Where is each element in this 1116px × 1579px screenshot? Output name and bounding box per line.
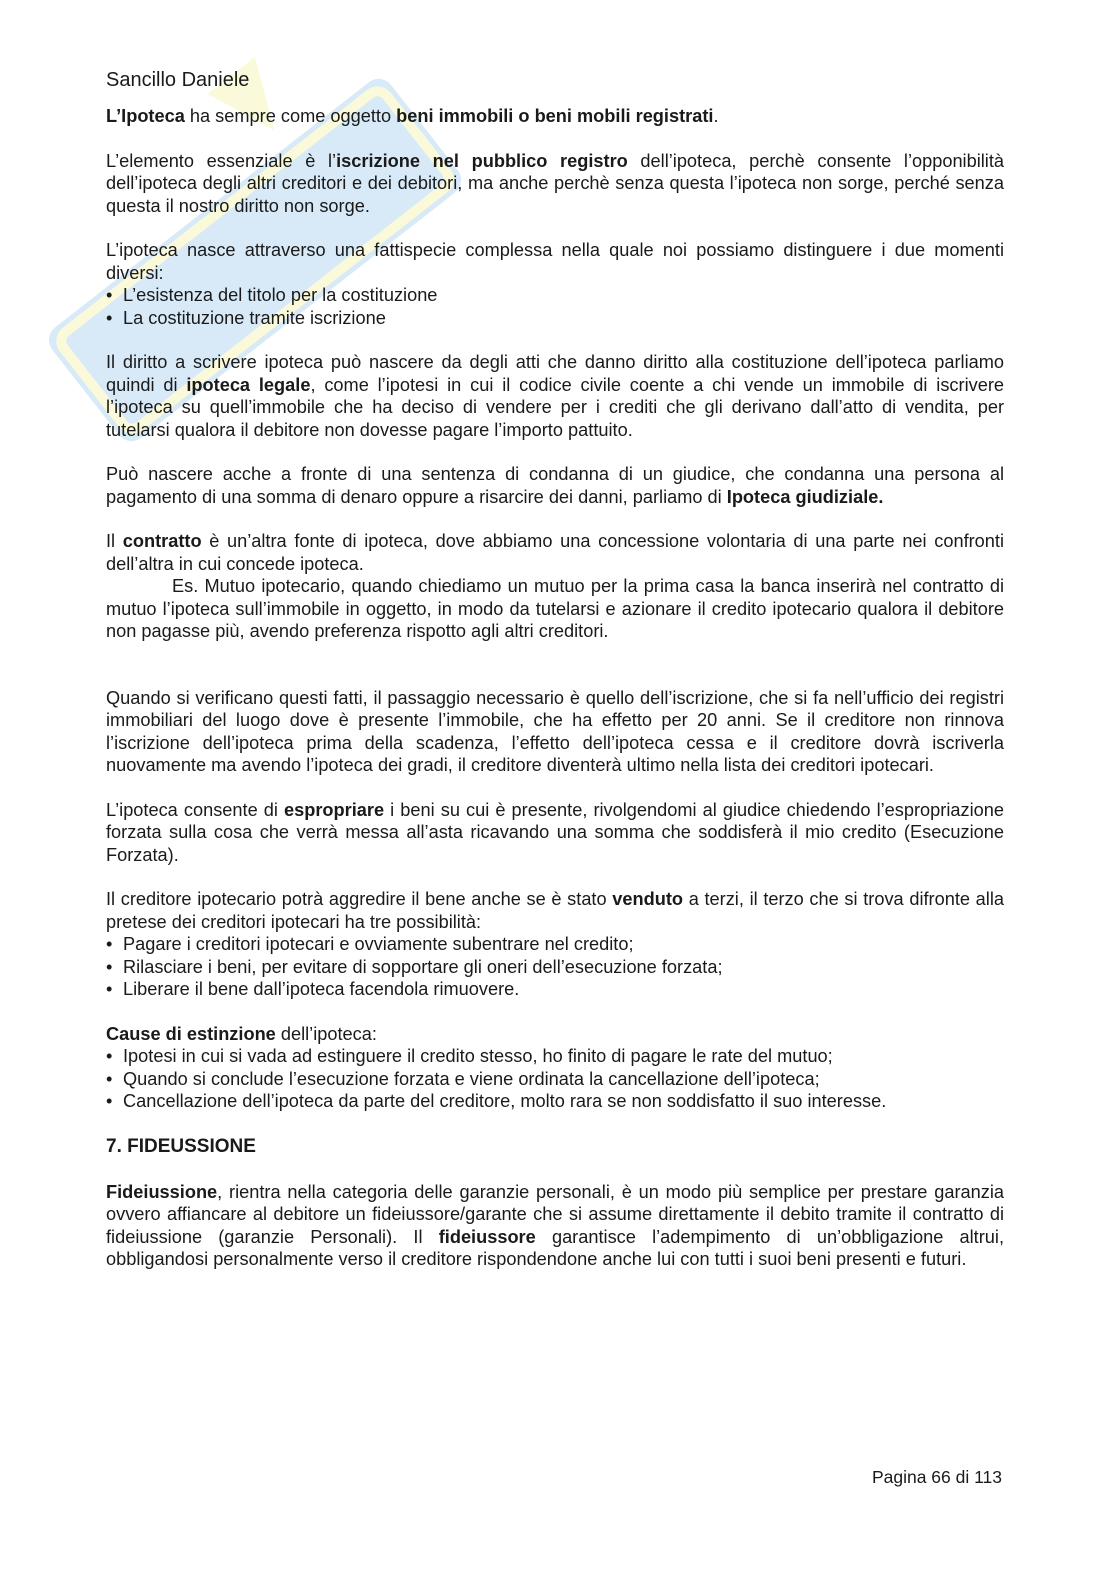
paragraph-contratto: Il contratto è un’altra fonte di ipoteca, dove abbiamo una concessione volontaria di una parte nei confronti dell’altra in cui concede ipoteca. (106, 531, 1004, 574)
paragraph-cause-estinzione: Cause di estinzione dell’ipoteca: (106, 1023, 377, 1044)
page-number: Pagina 66 di 113 (871, 1467, 1002, 1487)
list-item: • Liberare il bene dall’ipoteca facendola rimuovere. (106, 978, 1004, 1001)
list-item: • Cancellazione dell’ipoteca da parte del creditore, molto rara se non soddisfatto il suo interesse. (106, 1090, 1004, 1113)
paragraph-fideiussione: Fideiussione, rientra nella categoria delle garanzie personali, è un modo più semplice per prestare garanzia ovvero affiancare al debitore un fideiussore/garante che si assume direttamente il debito tramite il contratto di fideiussione (garanzie Personali). Il fideiussore garantisce l’adempimento di un’obbligazione altrui, obbligandosi personalmente verso il creditore rispondendone anche lui con tutti i suoi beni presenti e futuri. (106, 1181, 1004, 1269)
list-item: • L’esistenza del titolo per la costituzione (106, 284, 1004, 307)
paragraph-nascita-ipoteca: L’ipoteca nasce attraverso una fattispecie complessa nella quale noi possiamo distinguere i due momenti diversi: (106, 240, 1004, 283)
paragraph-esempio-mutuo: Es. Mutuo ipotecario, quando chiediamo un mutuo per la prima casa la banca inserirà nel contratto di mutuo l’ipoteca sull’immobile in oggetto, in modo da tutelarsi e azionare il credito ipotecario qualora il debitore non pagasse più, avendo preferenza rispotto agli altri creditori. (106, 576, 1004, 641)
paragraph-ipoteca-giudiziale: Può nascere acche a fronte di una sentenza di condanna di un giudice, che condanna una persona al pagamento di una somma di denaro oppure a risarcire dei danni, parliamo di Ipoteca giudiziale. (106, 464, 1004, 507)
list-momenti (106, 284, 1004, 329)
list-item: • Rilasciare i beni, per evitare di sopportare gli oneri dell’esecuzione forzata; (106, 956, 1004, 979)
page-content (106, 68, 1004, 1271)
list-item: • Ipotesi in cui si vada ad estinguere il credito stesso, ho finito di pagare le rate del mutuo; (106, 1045, 1004, 1068)
paragraph-elemento-essenziale: L’elemento essenziale è l’iscrizione nel pubblico registro dell’ipoteca, perchè consente l’opponibilità dell’ipoteca degli altri creditori e dei debitori, ma anche perchè senza questa l’ipoteca non sorge, perché senza questa il nostro diritto non sorge. (106, 150, 1005, 216)
list-possibilita (106, 933, 1004, 1001)
paragraph-venduto: Il creditore ipotecario potrà aggredire il bene anche se è stato venduto a terzi, il terzo che si trova difronte alla pretese dei creditori ipotecari ha tre possibilità: (106, 889, 1004, 932)
list-cause (106, 1045, 1004, 1113)
section-heading: 7. FIDEUSSIONE (106, 1135, 256, 1157)
list-item: • Quando si conclude l’esecuzione forzata e viene ordinata la cancellazione dell’ipoteca; (106, 1068, 1004, 1091)
list-item: • La costituzione tramite iscrizione (106, 307, 1004, 330)
paragraph-espropriare: L’ipoteca consente di espropriare i beni su cui è presente, rivolgendomi al giudice chiedendo l’espropriazione forzata sulla cosa che verrà messa all’asta ricavando una somma che soddisferà il mio credito (Esecuzione Forzata). (106, 799, 1004, 865)
paragraph-ipoteca-legale: Il diritto a scrivere ipoteca può nascere da degli atti che danno diritto alla costituzione dell’ipoteca parliamo quindi di ipoteca legale, come l’ipotesi in cui il codice civile coente a chi vende un immobile di iscrivere l’ipoteca su quell’immobile che ha deciso di vendere per i crediti che gli derivano dall’atto di vendita, per tutelarsi qualora il debitore non dovesse pagare l’importo pattuito. (106, 352, 1004, 440)
list-item: • Pagare i creditori ipotecari e ovviamente subentrare nel credito; (106, 933, 1004, 956)
author-name: Sancillo Daniele (106, 69, 250, 91)
paragraph-iscrizione: Quando si verificano questi fatti, il passaggio necessario è quello dell’iscrizione, che si fa nell’ufficio dei registri immobiliari del luogo dove è presente l’immobile, che ha effetto per 20 anni. Se il creditore non rinnova l’iscrizione dell’ipoteca prima della scadenza, l’effetto dell’ipoteca cessa e il creditore dovrà iscriverla nuovamente ma avendo l’ipoteca dei gradi, il creditore diventerà ultimo nella lista dei creditori ipotecari. (106, 687, 1004, 775)
paragraph-ipoteca-oggetto: L’Ipoteca ha sempre come oggetto beni immobili o beni mobili registrati. (106, 106, 719, 126)
